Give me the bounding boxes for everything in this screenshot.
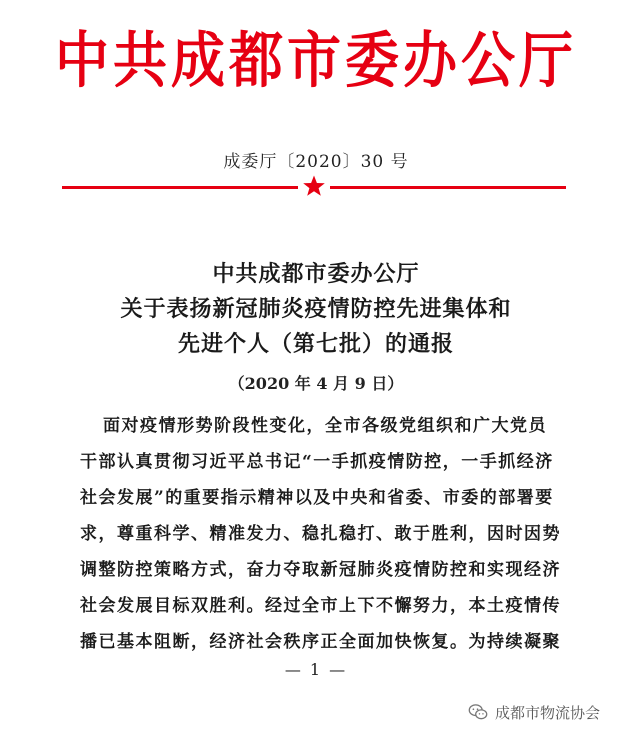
- document-number: 成委厅〔2020〕30 号: [223, 152, 409, 172]
- red-star-icon: [302, 174, 326, 198]
- page-number: — 1 —: [284, 660, 348, 679]
- red-divider-left: [62, 186, 298, 189]
- notice-title-line-2: 关于表扬新冠肺炎疫情防控先进集体和: [120, 297, 512, 322]
- wechat-watermark: [467, 701, 600, 723]
- body-text-line: 社会发展”的重要指示精神以及中央和省委、市委的部署要: [80, 488, 554, 508]
- body-text-line: 播已基本阻断，经济社会秩序正全面加快恢复。为持续凝聚: [80, 632, 561, 652]
- notice-title-line-1: 中共成都市委办公厅: [212, 262, 420, 287]
- letterhead-title: 中共成都市委办公厅: [55, 23, 577, 96]
- body-text-line: 社会发展目标双胜利。经过全市上下不懈努力，本土疫情传: [80, 596, 561, 616]
- red-divider-right: [330, 186, 566, 189]
- body-text-line: 求，尊重科学、精准发力、稳扎稳打、敢于胜利，因时因势: [80, 524, 561, 544]
- body-text-line: 调整防控策略方式，奋力夺取新冠肺炎疫情防控和实现经济: [80, 560, 561, 580]
- watermark-text: 成都市物流协会: [494, 703, 600, 722]
- wechat-icon: [467, 701, 489, 723]
- notice-title-line-3: 先进个人（第七批）的通报: [177, 332, 454, 357]
- body-text-line: 面对疫情形势阶段性变化，全市各级党组织和广大党员: [103, 416, 547, 436]
- body-text-line: 干部认真贯彻习近平总书记“一手抓疫情防控，一手抓经济: [80, 452, 554, 472]
- notice-date: （2020 年 4 月 9 日）: [228, 374, 404, 393]
